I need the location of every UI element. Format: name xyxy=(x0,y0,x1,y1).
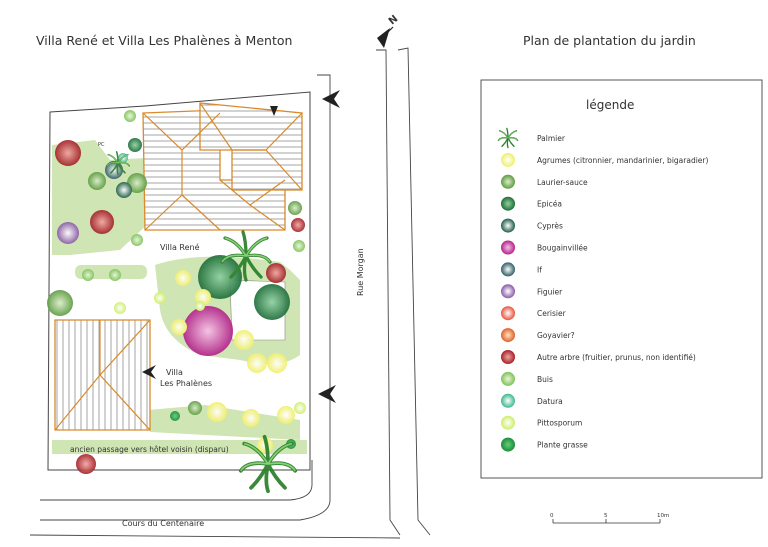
bay-laurel-icon xyxy=(501,175,515,189)
villa-phalenes-label-2: Les Phalènes xyxy=(160,379,213,388)
fig-icon xyxy=(501,284,515,298)
north-label: N xyxy=(386,13,401,28)
scale-label-5: 5 xyxy=(604,513,608,519)
villa-rene-label: Villa René xyxy=(160,243,200,252)
scale-label-10: 10m xyxy=(657,513,670,519)
villa-phalenes-label-1: Villa xyxy=(166,368,183,377)
spruce-icon xyxy=(501,197,515,211)
legend-item-label: If xyxy=(537,265,542,275)
succulent-icon xyxy=(501,438,515,452)
villa-phalenes-roof xyxy=(55,320,150,430)
other-tree-icon xyxy=(501,350,515,364)
street-label-cours: Cours du Centenaire xyxy=(122,519,205,528)
north-arrow-icon xyxy=(377,13,400,48)
boxwood-icon xyxy=(501,372,515,386)
legend-item xyxy=(501,328,575,342)
legend-item-label: Datura xyxy=(537,396,563,406)
legend-item-label: Figuier xyxy=(537,287,563,297)
legend-item-label: Agrumes (citronnier, mandarinier, bigaradier) xyxy=(537,155,709,165)
pittosporum-icon xyxy=(501,416,515,430)
yew-icon xyxy=(501,262,515,276)
citrus-icon xyxy=(501,153,515,167)
legend-item-label: Goyavier? xyxy=(537,331,575,341)
passage-label: ancien passage vers hôtel voisin (disparu) xyxy=(70,445,229,454)
legend-box xyxy=(481,80,762,478)
street-label-rue-morgan: Rue Morgan xyxy=(356,248,365,296)
legend-item-label: Plante grasse xyxy=(537,440,588,450)
legend-item-label: Palmier xyxy=(537,134,565,143)
pc-label: PC xyxy=(98,142,105,148)
map-title: Villa René et Villa Les Phalènes à Menton xyxy=(36,33,293,48)
bougainvillea-icon xyxy=(501,241,515,255)
legend-item-label: Cerisier xyxy=(537,309,566,319)
guava-icon xyxy=(501,328,515,342)
legend-item-label: Autre arbre (fruitier, prunus, non identifié) xyxy=(537,353,696,362)
scale-label-0: 0 xyxy=(550,513,554,519)
datura-icon xyxy=(501,394,515,408)
map-subtitle: Plan de plantation du jardin xyxy=(523,33,696,48)
legend-item-label: Epicéa xyxy=(537,199,562,209)
legend-item-label: Buis xyxy=(537,374,553,384)
legend-item-label: Cyprès xyxy=(537,221,563,231)
legend-title: légende xyxy=(586,98,635,112)
cypress-icon xyxy=(501,219,515,233)
legend-item-label: Laurier-sauce xyxy=(537,177,588,187)
scale-bar xyxy=(553,519,660,523)
cherry-icon xyxy=(501,306,515,320)
legend-item-label: Bougainvillée xyxy=(537,243,588,253)
legend-item-label: Pittosporum xyxy=(537,418,583,428)
